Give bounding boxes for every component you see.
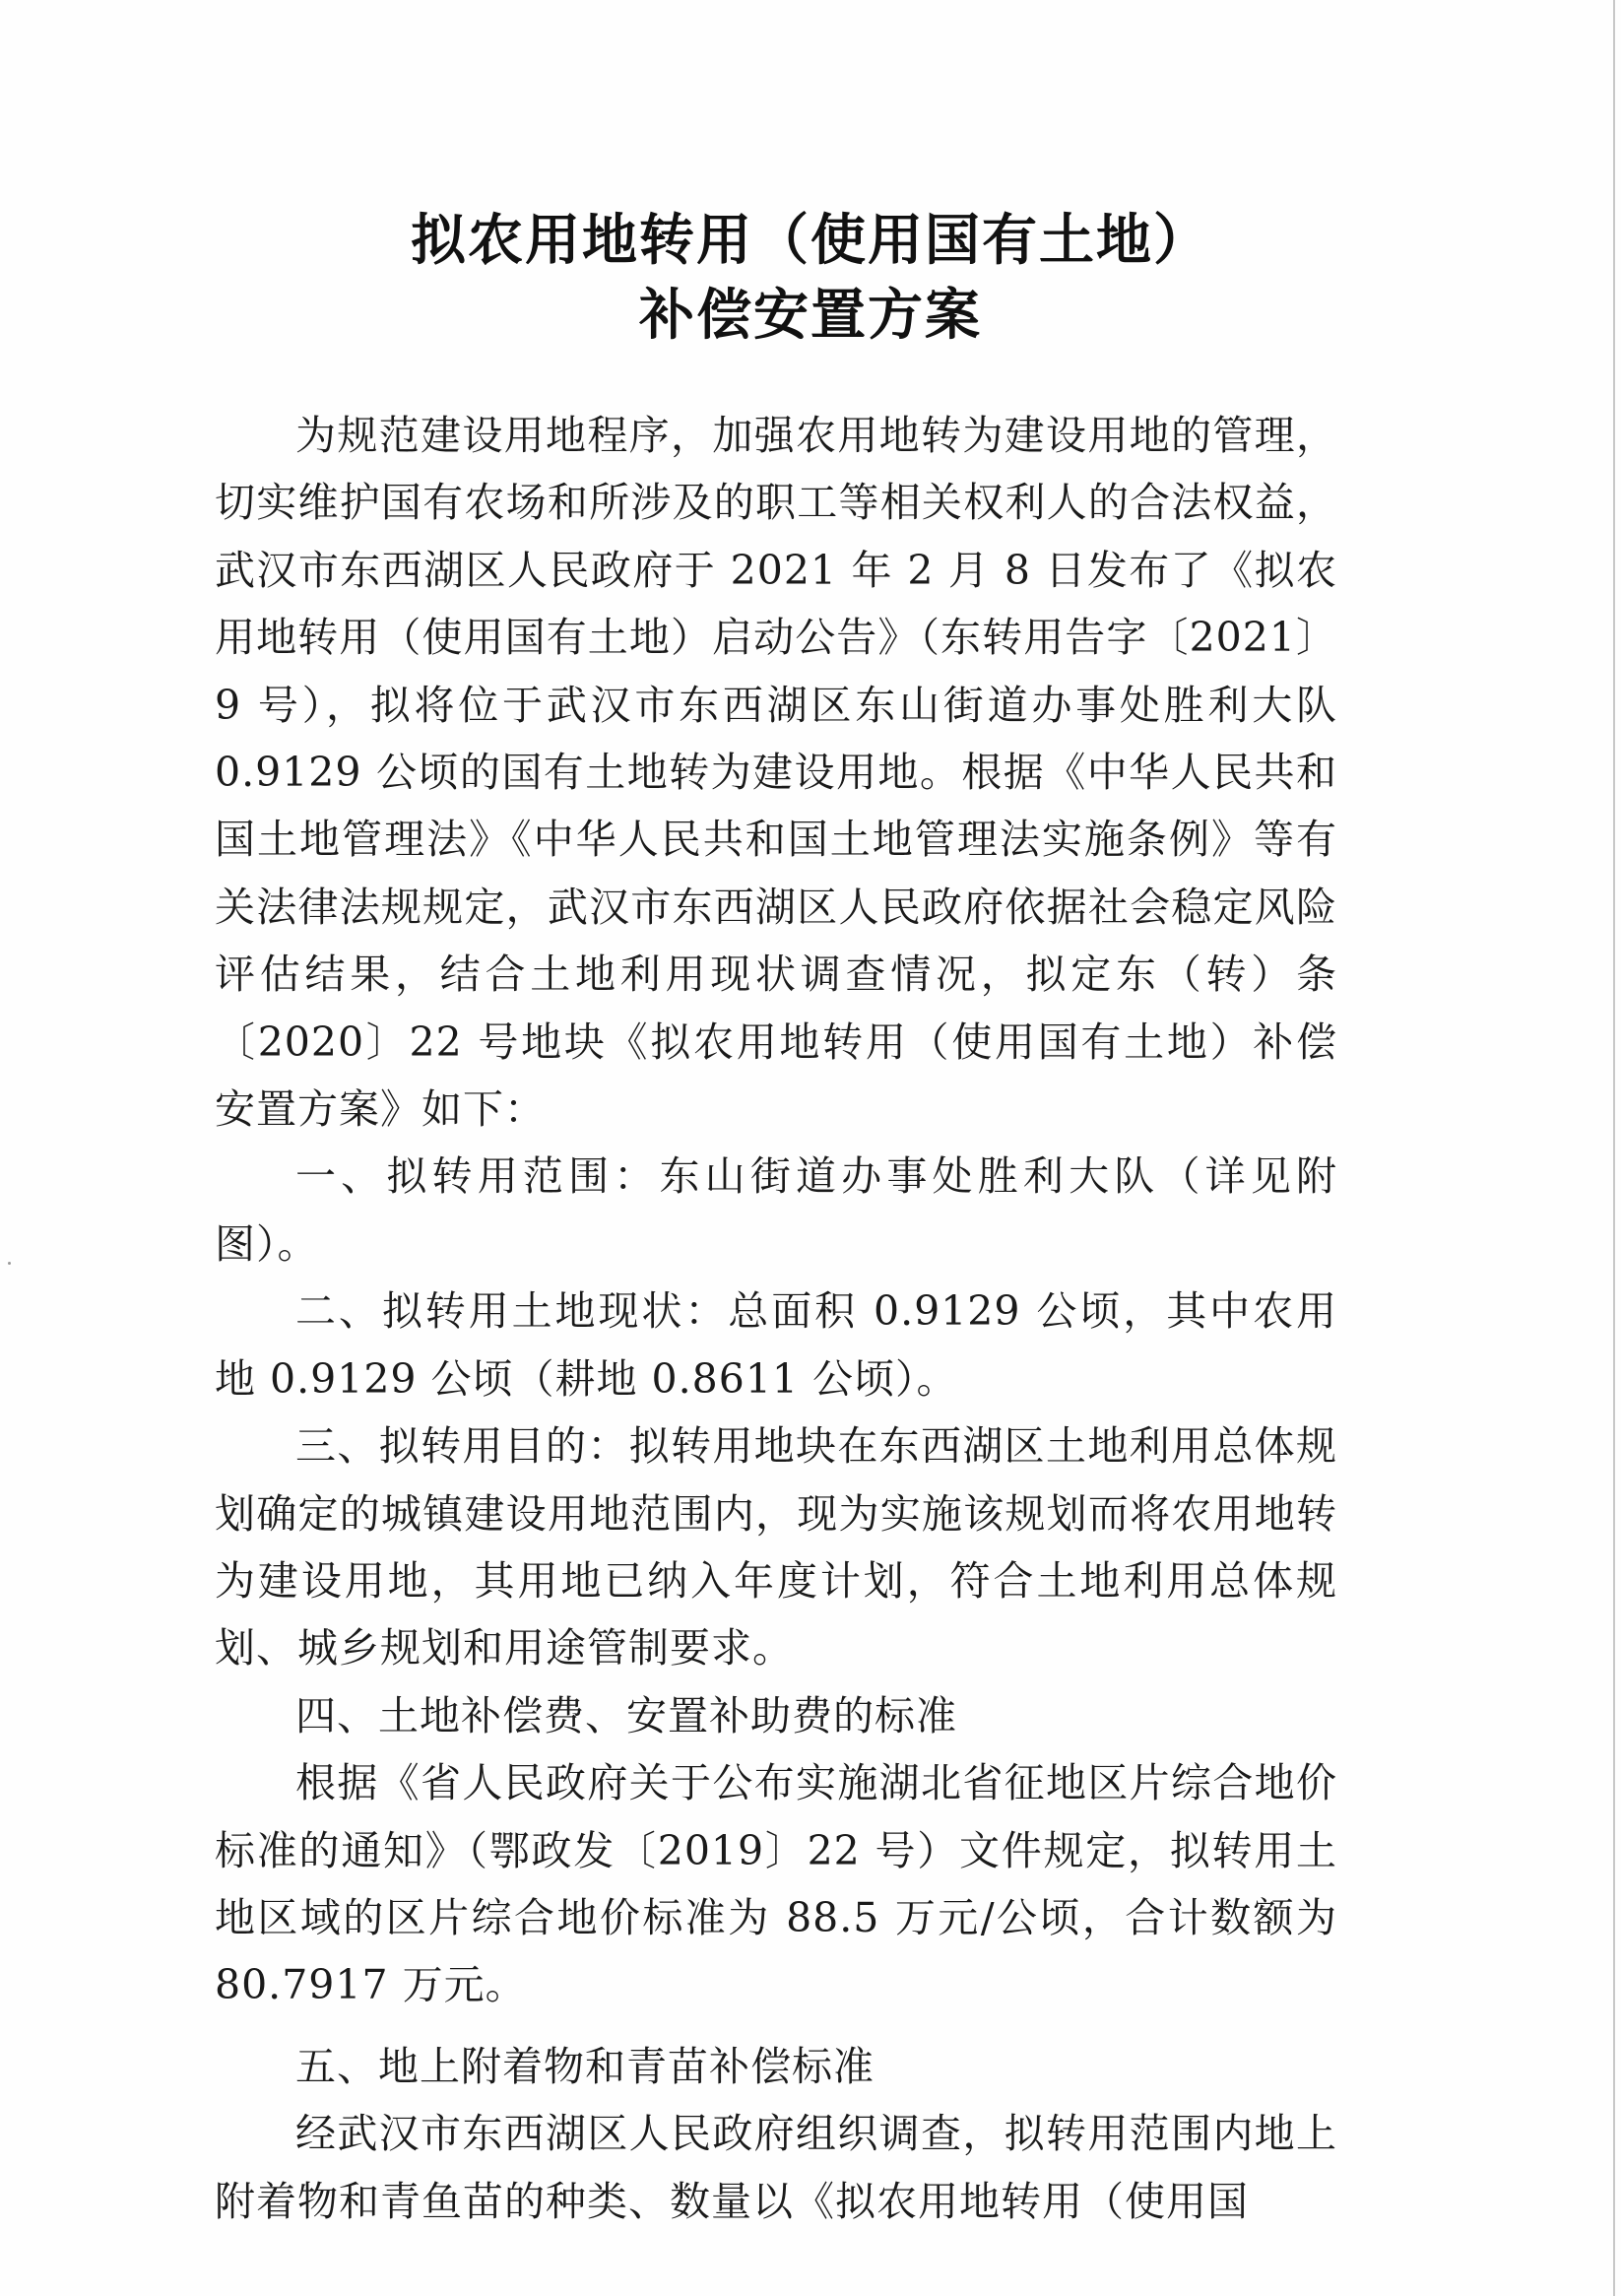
paragraph-compensation: 根据《省人民政府关于公布实施湖北省征地区片综合地价标准的通知》（鄂政发〔2019〕22 号）文件规定，拟转用土地区域的区片综合地价标准为 88.5 万元/公顷，合计数额为 80.7917 万元。: [215, 1759, 1337, 2009]
paragraph-scope: 一、拟转用范围：东山街道办事处胜利大队（详见附图）。: [215, 1152, 1337, 1268]
paragraph-intro: 为规范建设用地程序，加强农用地转为建设用地的管理，切实维护国有农场和所涉及的职工等相关权利人的合法权益，武汉市东西湖区人民政府于 2021 年 2 月 8 日发布了《拟农用地转用（使用国有土地）启动公告》（东转用告字〔2021〕9 号），拟将位于武汉市东西湖区东山街道办事处胜利大队 0.9129 公顷的国有土地转为建设用地。根据《中华人民共和国土地管理法》《中华人民共和国土地管理法实施条例》等有关法律法规规定，武汉市东西湖区人民政府依据社会稳定风险评估结果，结合土地利用现状调查情况，拟定东（转）条〔2020〕22 号地块《拟农用地转用（使用国有土地）补偿安置方案》如下：: [215, 412, 1337, 1134]
paragraph-purpose: 三、拟转用目的：拟转用地块在东西湖区土地利用总体规划确定的城镇建设用地范围内，现为实施该规划而将农用地转为建设用地，其用地已纳入年度计划，符合土地利用总体规划、城乡规划和用途管制要求。: [215, 1422, 1337, 1673]
paragraph-land-status: 二、拟转用土地现状：总面积 0.9129 公顷，其中农用地 0.9129 公顷（耕地 0.8611 公顷）。: [215, 1287, 1337, 1403]
document-title-line-1: 拟农用地转用（使用国有土地）: [411, 209, 1210, 273]
section-heading-compensation: 四、土地补偿费、安置补助费的标准: [295, 1691, 957, 1739]
section-heading-attachments: 五、地上附着物和青苗补偿标准: [295, 2042, 875, 2090]
document-body: [215, 402, 1337, 2235]
document-title-line-2: 补偿安置方案: [639, 284, 982, 348]
scan-edge-line: [1613, 0, 1615, 2296]
paragraph-attachments: 经武汉市东西湖区人民政府组织调查，拟转用范围内地上附着物和青鱼苗的种类、数量以《拟农用地转用（使用国: [215, 2110, 1337, 2225]
scan-speck: [8, 1262, 11, 1265]
